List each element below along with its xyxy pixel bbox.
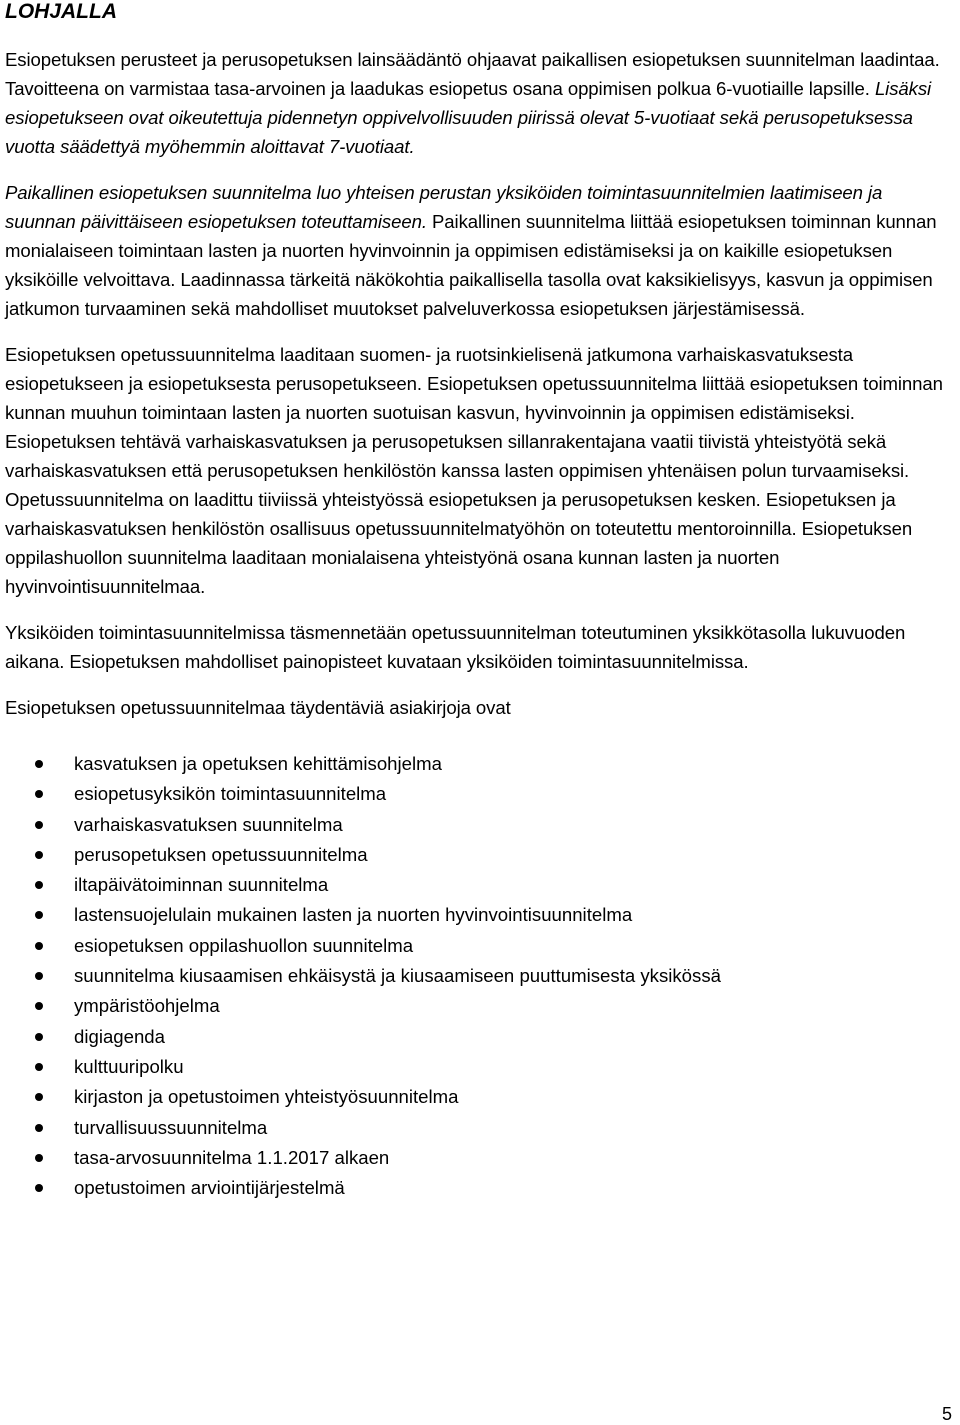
list-item (5, 779, 955, 809)
list-item (5, 1113, 955, 1143)
paragraph-curriculum: Esiopetuksen opetussuunnitelma laaditaan suomen- ja ruotsinkielisenä jatkumona varhaiskasvatuksesta esiopetukseen ja esiopetuksesta perusopetukseen. Esiopetuksen opetussuunnitelma liittää esiopetuksen toiminnan kunnan muuhun toimintaan lasten ja nuorten suotuisan kasvun, hyvinvoinnin ja oppimisen edistämiseksi. Esiopetuksen tehtävä varhaiskasvatuksen ja perusopetuksen sillanrakentajana vaatii tiivistä yhteistyötä sekä varhaiskasvatuksen että perusopetuksen henkilöstön kanssa lasten oppimisen yhtenäisen polun turvaamiseksi. Opetussuunnitelma on laadittu tiiviissä yhteistyössä esiopetuksen ja perusopetuksen kesken. Esiopetuksen ja varhaiskasvatuksen henkilöstön osallisuus opetussuunnitelmatyöhön on toteutettu mentoroinnilla. Esiopetuksen oppilashuollon suunnitelma laaditaan monialaisena yhteistyönä osana kunnan lasten ja nuorten hyvinvointisuunnitelmaa. (5, 344, 943, 597)
list-item (5, 900, 955, 930)
list-item-text: opetustoimen arviointijärjestelmä (74, 1177, 345, 1199)
paragraph-local-plan (5, 178, 955, 323)
bullet-icon (35, 972, 43, 980)
list-item-text: iltapäivätoiminnan suunnitelma (74, 874, 329, 896)
list-item-text: turvallisuussuunnitelma (74, 1116, 268, 1138)
bullet-icon (35, 760, 43, 768)
bullet-icon (35, 821, 43, 829)
list-item (5, 840, 955, 870)
bullet-icon (35, 1154, 43, 1162)
list-item-text: suunnitelma kiusaamisen ehkäisystä ja kiusaamiseen puuttumisesta yksikössä (74, 965, 721, 987)
paragraph-unit-plans: Yksiköiden toimintasuunnitelmissa täsmennetään opetussuunnitelman toteutuminen yksikkötasolla lukuvuoden aikana. Esiopetuksen mahdolliset painopisteet kuvataan yksiköiden toimintasuunnitelmissa. (5, 622, 906, 672)
paragraph-documents-intro: Esiopetuksen opetussuunnitelmaa täydentäviä asiakirjoja ovat (5, 697, 511, 718)
bullet-icon (35, 911, 43, 919)
bullet-icon (35, 1124, 43, 1132)
supplementary-documents-list (5, 749, 955, 1203)
list-item (5, 749, 955, 779)
list-item-text: varhaiskasvatuksen suunnitelma (74, 813, 343, 835)
paragraph-legislation-normal: Esiopetuksen perusteet ja perusopetuksen lainsäädäntö ohjaavat paikallisen esiopetuksen suunnitelman laadintaa. Tavoitteena on varmistaa tasa-arvoinen ja laadukas esiopetus osana oppimisen polkua 6-vuotiaille lapsille. (5, 49, 940, 99)
bullet-icon (35, 851, 43, 859)
bullet-icon (35, 881, 43, 889)
page-number: 5 (941, 1404, 952, 1424)
bullet-icon (35, 1002, 43, 1010)
list-item-text: esiopetusyksikön toimintasuunnitelma (74, 783, 387, 805)
bullet-icon (35, 1184, 43, 1192)
list-item-text: kirjaston ja opetustoimen yhteistyösuunnitelma (74, 1086, 459, 1108)
list-item-text: ympäristöohjelma (74, 995, 220, 1017)
paragraph-legislation (5, 45, 955, 161)
section-heading: LOHJALLA (5, 0, 117, 23)
list-item (5, 1143, 955, 1173)
list-item (5, 961, 955, 991)
list-item (5, 1173, 955, 1203)
list-item-text: tasa-arvosuunnitelma 1.1.2017 alkaen (74, 1146, 390, 1168)
bullet-icon (35, 1093, 43, 1101)
list-item-text: perusopetuksen opetussuunnitelma (74, 843, 368, 865)
paragraph-legislation-italic: Lisäksi esiopetukseen ovat oikeutettuja pidennetyn oppivelvollisuuden piirissä olevat 5-vuotiaat sekä perusopetuksessa vuotta säädettyä myöhemmin aloittavat 7-vuotiaat. (5, 78, 932, 157)
paragraph-local-plan-italic: Paikallinen esiopetuksen suunnitelma luo yhteisen perustan yksiköiden toimintasuunnitelmien laatimiseen ja suunnan päivittäiseen esiopetuksen toteuttamiseen. (5, 182, 883, 232)
list-item (5, 991, 955, 1021)
list-item-text: lastensuojelulain mukainen lasten ja nuorten hyvinvointisuunnitelma (74, 904, 633, 926)
list-item-text: digiagenda (74, 1025, 165, 1047)
bullet-icon (35, 942, 43, 950)
paragraph-local-plan-normal: Paikallinen suunnitelma liittää esiopetuksen toiminnan kunnan monialaiseen toimintaan lasten ja nuorten hyvinvoinnin ja oppimisen edistämiseksi ja on kaikille esiopetuksen yksiköille velvoittava. Laadinnassa tärkeitä näkökohtia paikallisella tasolla ovat kaksikielisyys, kasvun ja oppimisen jatkumon turvaaminen sekä mahdolliset muutokset palveluverkossa esiopetuksen järjestämisessä. (5, 211, 937, 319)
document-page (5, 0, 955, 1203)
list-item (5, 810, 955, 840)
list-item (5, 870, 955, 900)
list-item-text: kasvatuksen ja opetuksen kehittämisohjelma (74, 753, 442, 774)
list-item (5, 931, 955, 961)
bullet-icon (35, 790, 43, 798)
list-item-text: kulttuuripolku (74, 1055, 184, 1077)
bullet-icon (35, 1063, 43, 1071)
list-item (5, 1082, 955, 1112)
list-item (5, 1052, 955, 1082)
bullet-icon (35, 1033, 43, 1041)
list-item (5, 1022, 955, 1052)
list-item-text: esiopetuksen oppilashuollon suunnitelma (74, 934, 414, 956)
